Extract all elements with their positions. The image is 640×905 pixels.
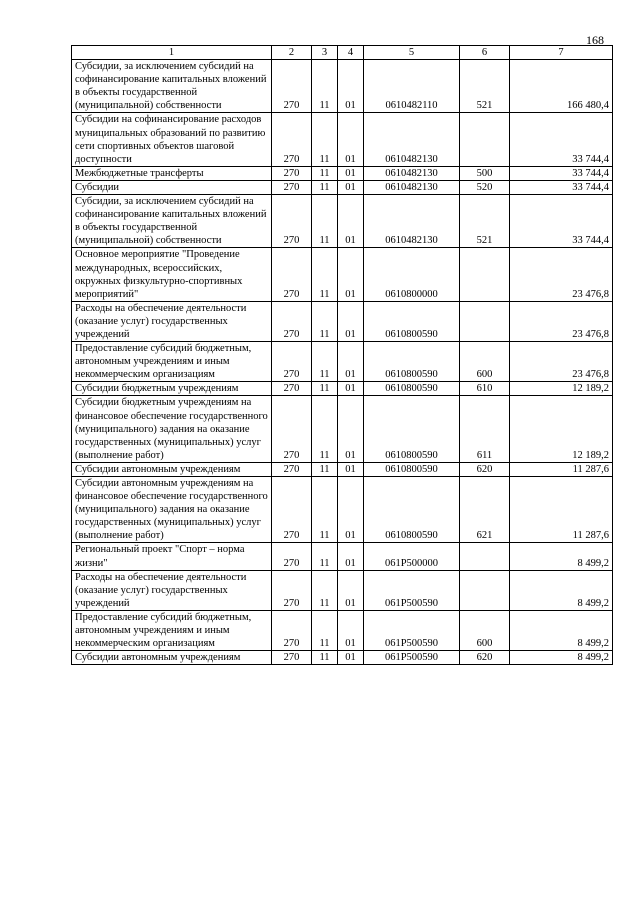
table-row — [72, 543, 613, 570]
cell-subsection: 01 — [338, 610, 364, 650]
cell-target-article: 0610482130 — [364, 113, 460, 166]
cell-subsection: 01 — [338, 301, 364, 341]
cell-expense-type — [460, 248, 510, 301]
cell-section: 11 — [312, 610, 338, 650]
cell-amount: 8 499,2 — [510, 651, 613, 665]
column-header: 7 — [510, 46, 613, 60]
cell-amount: 33 744,4 — [510, 180, 613, 194]
cell-amount: 8 499,2 — [510, 570, 613, 610]
table-row — [72, 166, 613, 180]
cell-expense-type — [460, 113, 510, 166]
cell-expense-type: 620 — [460, 651, 510, 665]
page-number: 168 — [586, 33, 604, 47]
cell-subsection: 01 — [338, 570, 364, 610]
cell-target-article: 0610800590 — [364, 342, 460, 382]
cell-expense-type: 521 — [460, 60, 510, 113]
cell-expense-type: 610 — [460, 382, 510, 396]
cell-section: 11 — [312, 462, 338, 476]
table-row — [72, 180, 613, 194]
cell-expense-type: 521 — [460, 195, 510, 248]
table-row — [72, 60, 613, 113]
cell-grbs: 270 — [272, 195, 312, 248]
cell-grbs: 270 — [272, 166, 312, 180]
cell-subsection: 01 — [338, 477, 364, 543]
cell-subsection: 01 — [338, 651, 364, 665]
cell-name: Субсидии автономным учреждениям — [72, 651, 272, 665]
column-header: 6 — [460, 46, 510, 60]
cell-section: 11 — [312, 396, 338, 462]
cell-subsection: 01 — [338, 382, 364, 396]
header-row — [72, 46, 613, 60]
cell-subsection: 01 — [338, 543, 364, 570]
cell-section: 11 — [312, 342, 338, 382]
cell-target-article: 061P500000 — [364, 543, 460, 570]
cell-subsection: 01 — [338, 113, 364, 166]
cell-name: Субсидии, за исключением субсидий на софинансирование капитальных вложений в объекты государственной (муниципальной) собственности — [72, 195, 272, 248]
cell-grbs: 270 — [272, 60, 312, 113]
cell-amount: 23 476,8 — [510, 248, 613, 301]
cell-name: Субсидии — [72, 180, 272, 194]
cell-amount: 11 287,6 — [510, 477, 613, 543]
cell-name: Расходы на обеспечение деятельности (оказание услуг) государственных учреждений — [72, 301, 272, 341]
table-body — [72, 60, 613, 665]
cell-expense-type: 500 — [460, 166, 510, 180]
cell-grbs: 270 — [272, 610, 312, 650]
cell-section: 11 — [312, 195, 338, 248]
cell-target-article: 061P500590 — [364, 610, 460, 650]
cell-amount: 8 499,2 — [510, 610, 613, 650]
cell-subsection: 01 — [338, 166, 364, 180]
cell-amount: 33 744,4 — [510, 195, 613, 248]
cell-target-article: 0610800590 — [364, 396, 460, 462]
cell-amount: 12 189,2 — [510, 382, 613, 396]
cell-grbs: 270 — [272, 477, 312, 543]
cell-expense-type — [460, 543, 510, 570]
cell-grbs: 270 — [272, 462, 312, 476]
cell-grbs: 270 — [272, 113, 312, 166]
cell-target-article: 0610800590 — [364, 301, 460, 341]
cell-grbs: 270 — [272, 342, 312, 382]
cell-name: Предоставление субсидий бюджетным, автономным учреждениям и иным некоммерческим организациям — [72, 610, 272, 650]
table-row — [72, 195, 613, 248]
cell-grbs: 270 — [272, 382, 312, 396]
table-row — [72, 651, 613, 665]
cell-name: Субсидии бюджетным учреждениям на финансовое обеспечение государственного (муниципального) задания на оказание государственных (муниципальных) услуг (выполнение работ) — [72, 396, 272, 462]
cell-name: Расходы на обеспечение деятельности (оказание услуг) государственных учреждений — [72, 570, 272, 610]
cell-expense-type: 620 — [460, 462, 510, 476]
cell-grbs: 270 — [272, 248, 312, 301]
cell-amount: 11 287,6 — [510, 462, 613, 476]
cell-expense-type — [460, 570, 510, 610]
cell-target-article: 0610800000 — [364, 248, 460, 301]
cell-target-article: 0610800590 — [364, 462, 460, 476]
table-row — [72, 342, 613, 382]
cell-subsection: 01 — [338, 248, 364, 301]
cell-expense-type: 600 — [460, 342, 510, 382]
cell-subsection: 01 — [338, 462, 364, 476]
cell-amount: 23 476,8 — [510, 342, 613, 382]
cell-subsection: 01 — [338, 195, 364, 248]
cell-name: Субсидии бюджетным учреждениям — [72, 382, 272, 396]
cell-target-article: 0610800590 — [364, 382, 460, 396]
column-header: 4 — [338, 46, 364, 60]
cell-target-article: 0610482130 — [364, 180, 460, 194]
column-header: 2 — [272, 46, 312, 60]
table-row — [72, 570, 613, 610]
budget-table — [71, 45, 613, 665]
cell-section: 11 — [312, 113, 338, 166]
cell-expense-type: 520 — [460, 180, 510, 194]
cell-target-article: 0610482130 — [364, 166, 460, 180]
cell-section: 11 — [312, 651, 338, 665]
cell-section: 11 — [312, 301, 338, 341]
cell-expense-type: 621 — [460, 477, 510, 543]
cell-expense-type: 600 — [460, 610, 510, 650]
cell-amount: 33 744,4 — [510, 113, 613, 166]
cell-target-article: 0610482130 — [364, 195, 460, 248]
cell-name: Субсидии автономным учреждениям на финансовое обеспечение государственного (муниципального) задания на оказание государственных (муниципальных) услуг (выполнение работ) — [72, 477, 272, 543]
cell-subsection: 01 — [338, 396, 364, 462]
cell-grbs: 270 — [272, 301, 312, 341]
cell-name: Предоставление субсидий бюджетным, автономным учреждениям и иным некоммерческим организациям — [72, 342, 272, 382]
cell-amount: 33 744,4 — [510, 166, 613, 180]
cell-section: 11 — [312, 543, 338, 570]
cell-name: Субсидии автономным учреждениям — [72, 462, 272, 476]
cell-target-article: 061P500590 — [364, 651, 460, 665]
table-row — [72, 301, 613, 341]
table-row — [72, 477, 613, 543]
cell-subsection: 01 — [338, 180, 364, 194]
column-header: 5 — [364, 46, 460, 60]
table-row — [72, 462, 613, 476]
cell-grbs: 270 — [272, 543, 312, 570]
cell-grbs: 270 — [272, 651, 312, 665]
column-header: 1 — [72, 46, 272, 60]
cell-name: Региональный проект "Спорт – норма жизни" — [72, 543, 272, 570]
cell-grbs: 270 — [272, 396, 312, 462]
cell-amount: 8 499,2 — [510, 543, 613, 570]
cell-name: Основное мероприятие "Проведение международных, всероссийских, окружных физкультурно-спортивных мероприятий" — [72, 248, 272, 301]
cell-target-article: 0610482110 — [364, 60, 460, 113]
cell-section: 11 — [312, 248, 338, 301]
cell-section: 11 — [312, 570, 338, 610]
cell-section: 11 — [312, 166, 338, 180]
cell-amount: 12 189,2 — [510, 396, 613, 462]
cell-target-article: 0610800590 — [364, 477, 460, 543]
cell-section: 11 — [312, 180, 338, 194]
table-row — [72, 248, 613, 301]
column-header: 3 — [312, 46, 338, 60]
cell-amount: 166 480,4 — [510, 60, 613, 113]
cell-target-article: 061P500590 — [364, 570, 460, 610]
cell-section: 11 — [312, 477, 338, 543]
table-row — [72, 382, 613, 396]
cell-grbs: 270 — [272, 570, 312, 610]
cell-section: 11 — [312, 60, 338, 113]
table-row — [72, 396, 613, 462]
cell-section: 11 — [312, 382, 338, 396]
cell-expense-type: 611 — [460, 396, 510, 462]
table-row — [72, 113, 613, 166]
cell-amount: 23 476,8 — [510, 301, 613, 341]
cell-name: Субсидии на софинансирование расходов муниципальных образований по развитию сети спортивных объектов шаговой доступности — [72, 113, 272, 166]
cell-subsection: 01 — [338, 60, 364, 113]
cell-name: Межбюджетные трансферты — [72, 166, 272, 180]
table-row — [72, 610, 613, 650]
cell-name: Субсидии, за исключением субсидий на софинансирование капитальных вложений в объекты государственной (муниципальной) собственности — [72, 60, 272, 113]
cell-subsection: 01 — [338, 342, 364, 382]
cell-expense-type — [460, 301, 510, 341]
cell-grbs: 270 — [272, 180, 312, 194]
